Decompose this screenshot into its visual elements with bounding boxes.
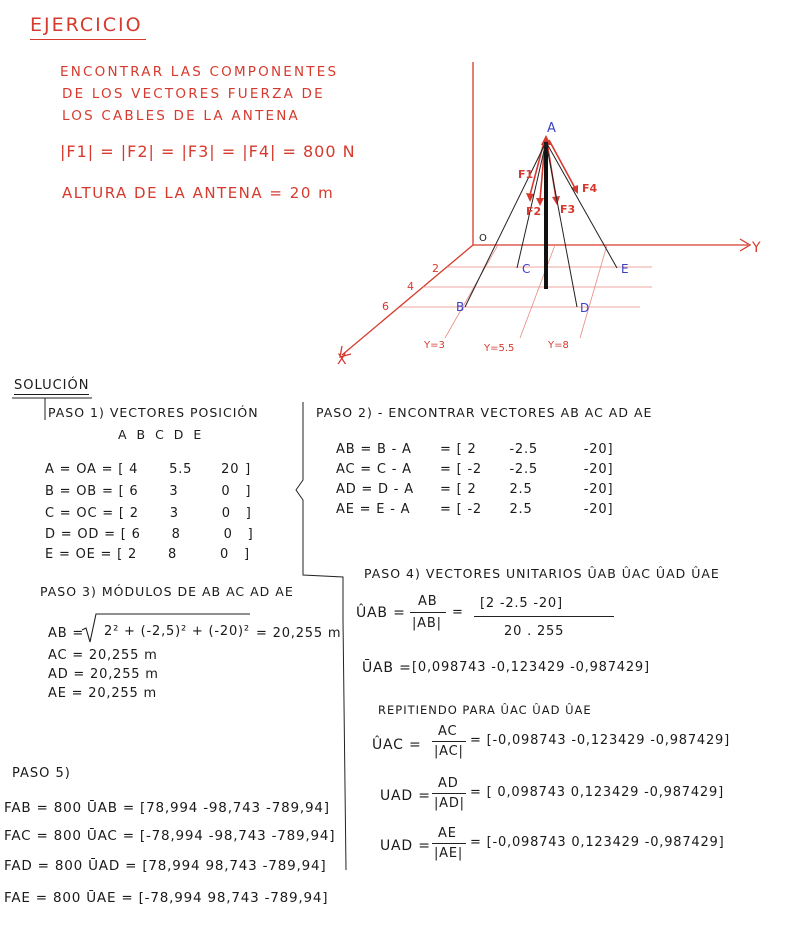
force-f1-label: F1 <box>518 168 534 181</box>
step3-ab-result: = 20,255 m <box>256 626 342 641</box>
step5-row-fab: FAB = 800 ŪAB = [78,994 -98,743 -789,94] <box>4 800 330 816</box>
step4-uad-den: |AD| <box>434 796 465 811</box>
step2-row-ab: AB = B - A = [ 2 -2.5 -20] <box>336 442 614 457</box>
point-e-label: E <box>621 262 629 276</box>
step4-uad-lhs: UAD = <box>380 788 431 804</box>
point-c-label: C <box>522 262 531 276</box>
exercise-title: EJERCICIO <box>30 14 143 36</box>
step4-uab-lhs: ÛAB = <box>356 605 406 621</box>
x-tick-4: 4 <box>407 280 414 293</box>
x-tick-6: 6 <box>382 300 389 313</box>
step2-title: PASO 2) - ENCONTRAR VECTORES AB AC AD AE <box>316 405 653 420</box>
y-axis-label: Y <box>752 240 761 256</box>
step4-uae-lhs: UAD = <box>380 838 431 854</box>
step1-row-b: B = OB = [ 6 3 0 ] <box>45 484 252 499</box>
step3-row-ae: AE = 20,255 m <box>48 686 157 701</box>
step4-uae-den: |AE| <box>434 846 464 861</box>
step4-uac-frac-bar <box>432 741 466 742</box>
x-axis-label: X <box>337 352 347 368</box>
origin-label: O <box>479 233 487 244</box>
step1-vector-list: A B C D E <box>118 427 205 442</box>
y-tick-8: Y=8 <box>548 340 569 351</box>
step4-repeat: REPITIENDO PARA ÛAC ÛAD ÛAE <box>378 703 592 717</box>
y-tick-3: Y=3 <box>424 340 445 351</box>
step4-uab-frac-den: 20 . 255 <box>504 624 565 639</box>
step4-uae-frac-bar <box>432 843 466 844</box>
step4-uae-values: = [-0,098743 0,123429 -0,987429] <box>470 835 725 850</box>
equals-sign: = <box>452 605 464 620</box>
step1-row-c: C = OC = [ 2 3 0 ] <box>45 506 252 521</box>
step2-row-ad: AD = D - A = [ 2 2.5 -20] <box>336 482 614 497</box>
step1-title: PASO 1) VECTORES POSICIÓN <box>48 405 259 420</box>
y-tick-5-5: Y=5.5 <box>484 343 515 354</box>
step4-uad-values: = [ 0,098743 0,123429 -0,987429] <box>470 785 724 800</box>
point-d-label: D <box>580 301 590 315</box>
force-f4-label: F4 <box>582 182 598 195</box>
point-a-label: A <box>547 121 556 136</box>
step4-uab-result-lhs: ŪAB = <box>362 660 412 676</box>
step4-uac-values: = [-0,098743 -0,123429 -0,987429] <box>470 733 730 748</box>
step4-uab-num: AB <box>418 594 438 609</box>
antenna-height: ALTURA DE LA ANTENA = 20 m <box>62 184 335 202</box>
step4-uac-lhs: ÛAC = <box>372 737 422 753</box>
step4-uab-frac-num: [2 -2.5 -20] <box>480 596 563 611</box>
step1-row-d: D = OD = [ 6 8 0 ] <box>45 527 254 542</box>
step2-row-ae: AE = E - A = [ -2 2.5 -20] <box>336 502 614 517</box>
step1-row-e: E = OE = [ 2 8 0 ] <box>45 547 250 562</box>
statement-line-2: DE LOS VECTORES FUERZA DE <box>62 86 325 102</box>
step3-row-ad: AD = 20,255 m <box>48 667 159 682</box>
step4-big-frac-bar <box>474 616 614 617</box>
step4-uad-frac-bar <box>432 793 466 794</box>
step5-title: PASO 5) <box>12 766 71 781</box>
step1-row-a: A = OA = [ 4 5.5 20 ] <box>45 462 251 477</box>
step4-uae-num: AE <box>438 826 457 841</box>
step3-row-ac: AC = 20,255 m <box>48 648 158 663</box>
step4-uab-frac-bar <box>410 612 446 613</box>
step3-ab-radicand: 2² + (-2,5)² + (-20)² <box>104 624 250 639</box>
point-b-label: B <box>456 300 465 314</box>
step4-uac-num: AC <box>438 724 458 739</box>
step5-row-fac: FAC = 800 ŪAC = [-78,994 -98,743 -789,94] <box>4 828 336 844</box>
step4-uab-result: [0,098743 -0,123429 -0,987429] <box>412 660 650 675</box>
solution-heading: SOLUCIÓN <box>14 378 90 393</box>
step4-title: PASO 4) VECTORES UNITARIOS ÛAB ÛAC ÛAD ÛAE <box>364 566 720 581</box>
step5-row-fae: FAE = 800 ŪAE = [-78,994 98,743 -789,94] <box>4 890 329 906</box>
force-f3-label: F3 <box>560 203 576 216</box>
step3-ab-lhs: AB = <box>48 626 85 641</box>
x-tick-2: 2 <box>432 262 439 275</box>
step2-row-ac: AC = C - A = [ -2 -2.5 -20] <box>336 462 614 477</box>
step4-uac-den: |AC| <box>434 744 464 759</box>
step5-row-fad: FAD = 800 ŪAD = [78,994 98,743 -789,94] <box>4 858 327 874</box>
step4-uad-num: AD <box>438 776 459 791</box>
step4-uab-den: |AB| <box>412 616 442 631</box>
force-f2-label: F2 <box>526 205 542 218</box>
statement-line-3: LOS CABLES DE LA ANTENA <box>62 108 300 124</box>
step3-title: PASO 3) MÓDULOS DE AB AC AD AE <box>40 584 294 599</box>
forces-magnitude: |F1| = |F2| = |F3| = |F4| = 800 N <box>60 142 356 161</box>
statement-line-1: ENCONTRAR LAS COMPONENTES <box>60 64 339 80</box>
